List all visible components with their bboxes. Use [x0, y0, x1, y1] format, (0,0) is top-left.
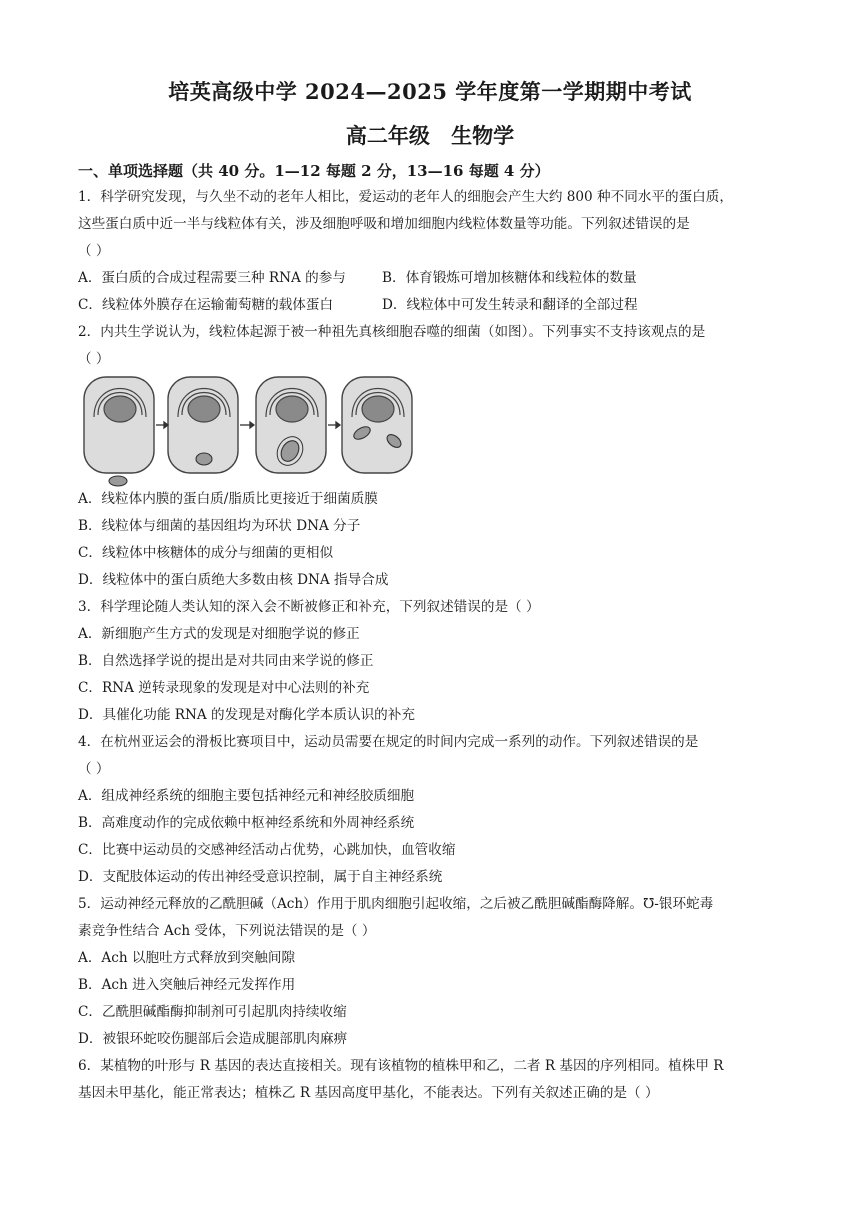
q6-stem-line2: 基因未甲基化，能正常表达；植株乙 R 基因高度甲基化，不能表达。下列有关叙述正确的是（ ） — [78, 1085, 659, 1101]
q4-option-a: A．组成神经系统的细胞主要包括神经元和神经胶质细胞 — [78, 788, 415, 804]
q3-stem: 3．科学理论随人类认知的深入会不断被修正和补充，下列叙述错误的是（ ） — [78, 599, 540, 615]
q5-option-b: B．Ach 进入突触后神经元发挥作用 — [78, 977, 296, 993]
q2-option-a: A．线粒体内膜的蛋白质/脂质比更接近于细菌质膜 — [78, 491, 378, 507]
q3-option-b: B．自然选择学说的提出是对共同由来学说的修正 — [78, 653, 374, 669]
q5-option-d: D．被银环蛇咬伤腿部后会造成腿部肌肉麻痹 — [78, 1031, 348, 1047]
exam-title: 培英高级中学 2024—2025 学年度第一学期期中考试 — [168, 79, 692, 104]
q2-stem-line1: 2．内共生学说认为，线粒体起源于被一种祖先真核细胞吞噬的细菌（如图）。下列事实不支持该观点的是 — [78, 324, 706, 340]
engulfing-bacterium — [196, 453, 212, 465]
q2-option-c: C．线粒体中核糖体的成分与细菌的更相似 — [78, 545, 334, 561]
q4-stem-line1: 4．在杭州亚运会的滑板比赛项目中，运动员需要在规定的时间内完成一系列的动作。下列叙述错误的是 — [78, 734, 699, 750]
q3-option-a: A．新细胞产生方式的发现是对细胞学说的修正 — [78, 626, 360, 642]
exam-subtitle: 高二年级 生物学 — [345, 123, 515, 148]
q5-option-c: C．乙酰胆碱酯酶抑制剂可引起肌肉持续收缩 — [78, 1004, 347, 1020]
q1-option-b: B．体育锻炼可增加核糖体和线粒体的数量 — [382, 270, 637, 286]
q1-option-d: D．线粒体中可发生转录和翻译的全部过程 — [382, 297, 638, 313]
q4-option-b: B．高难度动作的完成依赖中枢神经系统和外周神经系统 — [78, 815, 415, 831]
endosymbiosis-figure — [80, 375, 420, 487]
section-heading: 一、单项选择题（共 40 分。1—12 每题 2 分，13—16 每题 4 分） — [78, 162, 550, 180]
q1-option-a: A．蛋白质的合成过程需要三种 RNA 的参与 — [78, 270, 346, 286]
q5-option-a: A．Ach 以胞吐方式释放到突触间隙 — [78, 950, 296, 966]
q5-stem-line2: 素竞争性结合 Ach 受体，下列说法错误的是（ ） — [78, 923, 376, 939]
free-bacterium — [109, 476, 127, 486]
q1-answer-blank: （ ） — [78, 243, 110, 259]
q4-option-d: D．支配肢体运动的传出神经受意识控制，属于自主神经系统 — [78, 869, 443, 885]
q3-option-c: C．RNA 逆转录现象的发现是对中心法则的补充 — [78, 680, 370, 696]
q2-option-b: B．线粒体与细菌的基因组均为环状 DNA 分子 — [78, 518, 361, 534]
q4-answer-blank: （ ） — [78, 761, 110, 777]
q2-answer-blank: （ ） — [78, 351, 110, 367]
q1-stem-line1: 1．科学研究发现，与久坐不动的老年人相比，爱运动的老年人的细胞会产生大约 800 种不同水平的蛋白质， — [78, 189, 733, 205]
q1-option-c: C．线粒体外膜存在运输葡萄糖的载体蛋白 — [78, 297, 334, 313]
q5-stem-line1: 5．运动神经元释放的乙酰胆碱（Ach）作用于肌肉细胞引起收缩，之后被乙酰胆碱酯酶降解。℧-银环蛇毒 — [78, 896, 714, 912]
cell-1 — [84, 377, 154, 473]
q2-option-d: D．线粒体中的蛋白质绝大多数由核 DNA 指导合成 — [78, 572, 389, 588]
q6-stem-line1: 6．某植物的叶形与 R 基因的表达直接相关。现有该植物的植株甲和乙，二者 R 基因的序列相同。植株甲 R — [78, 1058, 724, 1074]
q3-option-d: D．具催化功能 RNA 的发现是对酶化学本质认识的补充 — [78, 707, 415, 723]
q4-option-c: C．比赛中运动员的交感神经活动占优势，心跳加快，血管收缩 — [78, 842, 456, 858]
q1-stem-line2: 这些蛋白质中近一半与线粒体有关，涉及细胞呼吸和增加细胞内线粒体数量等功能。下列叙述错误的是 — [78, 216, 690, 232]
cell-4 — [342, 377, 412, 473]
